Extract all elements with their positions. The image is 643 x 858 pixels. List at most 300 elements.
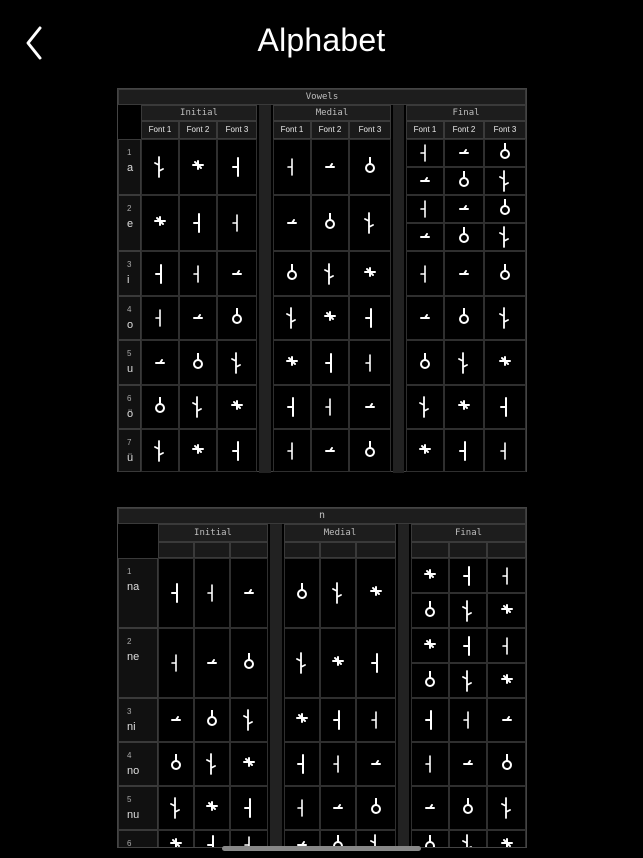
glyph-cell: [484, 429, 526, 472]
script-glyph-icon: [331, 752, 345, 776]
glyph-cell: [141, 251, 179, 296]
glyph-cell: [406, 296, 444, 340]
glyph-cell: [194, 742, 230, 786]
glyph-cell: [487, 593, 526, 628]
row-letter: i: [127, 274, 130, 286]
script-glyph-icon: [191, 395, 205, 419]
script-glyph-icon: [418, 306, 432, 330]
script-glyph-icon: [461, 599, 475, 623]
glyph-cell: [179, 296, 217, 340]
glyph-cell: [284, 742, 320, 786]
script-glyph-icon: [205, 581, 219, 605]
script-glyph-icon: [230, 155, 244, 179]
glyph-cell: [320, 786, 356, 830]
glyph-cell: [444, 296, 484, 340]
glyph-cell: [356, 742, 396, 786]
glyph-cell: [230, 786, 268, 830]
glyph-cell: [273, 139, 311, 195]
glyph-cell: [444, 195, 484, 223]
script-glyph-icon: [418, 262, 432, 286]
glyph-cell: [320, 558, 356, 628]
glyph-cell: [349, 195, 391, 251]
font-label: Font 1: [406, 121, 444, 139]
script-glyph-icon: [230, 211, 244, 235]
glyph-cell: [449, 663, 487, 698]
row-number: 2: [127, 204, 132, 213]
script-glyph-icon: [153, 262, 167, 286]
glyph-cell: [449, 786, 487, 830]
script-glyph-icon: [295, 651, 309, 675]
glyph-cell: [349, 251, 391, 296]
script-glyph-icon: [191, 351, 205, 375]
glyph-cell: [273, 296, 311, 340]
glyph-cell: [320, 742, 356, 786]
script-glyph-icon: [285, 155, 299, 179]
glyph-cell: [141, 385, 179, 429]
glyph-cell: [141, 429, 179, 472]
font-label: Font 1: [273, 121, 311, 139]
glyph-cell: [484, 251, 526, 296]
glyph-cell: [284, 786, 320, 830]
glyph-cell: [406, 385, 444, 429]
glyph-cell: [406, 340, 444, 385]
script-glyph-icon: [418, 169, 432, 193]
glyph-cell: [284, 628, 320, 698]
script-glyph-icon: [191, 155, 205, 179]
script-glyph-icon: [498, 351, 512, 375]
glyph-cell: [217, 296, 257, 340]
glyph-cell: [449, 830, 487, 848]
vowels-table-title: Vowels: [118, 89, 526, 105]
row-label: [118, 742, 158, 786]
script-glyph-icon: [153, 306, 167, 330]
script-glyph-icon: [242, 581, 256, 605]
script-glyph-icon: [205, 651, 219, 675]
script-glyph-icon: [285, 211, 299, 235]
script-glyph-icon: [457, 395, 471, 419]
glyph-cell: [141, 296, 179, 340]
script-glyph-icon: [363, 351, 377, 375]
glyph-cell: [411, 698, 449, 742]
glyph-cell: [311, 385, 349, 429]
glyph-cell: [311, 195, 349, 251]
nav-bar: [0, 0, 643, 90]
glyph-cell: [349, 385, 391, 429]
script-glyph-icon: [169, 752, 183, 776]
glyph-cell: [356, 558, 396, 628]
row-number: 7: [127, 438, 132, 447]
glyph-cell: [444, 167, 484, 195]
row-label: [118, 429, 141, 472]
row-letter: ni: [127, 721, 136, 733]
glyph-cell: [444, 429, 484, 472]
glyph-cell: [158, 830, 194, 848]
home-indicator: [222, 846, 421, 851]
glyph-cell: [411, 558, 449, 593]
n-table-title: n: [118, 508, 526, 524]
glyph-cell: [217, 251, 257, 296]
row-number: 3: [127, 260, 132, 269]
script-glyph-icon: [498, 306, 512, 330]
glyph-cell: [444, 223, 484, 251]
row-number: 5: [127, 795, 132, 804]
glyph-cell: [179, 429, 217, 472]
script-glyph-icon: [461, 634, 475, 658]
glyph-cell: [284, 698, 320, 742]
script-glyph-icon: [500, 708, 514, 732]
glyph-cell: [484, 139, 526, 167]
glyph-cell: [487, 558, 526, 593]
script-glyph-icon: [323, 351, 337, 375]
script-glyph-icon: [363, 155, 377, 179]
glyph-cell: [487, 628, 526, 663]
script-glyph-icon: [418, 197, 432, 221]
script-glyph-icon: [331, 581, 345, 605]
glyph-cell: [411, 628, 449, 663]
row-letter: e: [127, 218, 134, 230]
page-title: Alphabet: [257, 22, 386, 58]
glyph-cell: [356, 628, 396, 698]
script-glyph-icon: [153, 439, 167, 463]
script-glyph-icon: [423, 634, 437, 658]
glyph-cell: [179, 195, 217, 251]
glyph-cell: [273, 251, 311, 296]
script-glyph-icon: [369, 796, 383, 820]
glyph-cell: [444, 139, 484, 167]
script-glyph-icon: [500, 752, 514, 776]
glyph-cell: [230, 558, 268, 628]
glyph-cell: [217, 139, 257, 195]
script-glyph-icon: [242, 752, 256, 776]
script-glyph-icon: [500, 634, 514, 658]
group-initial-header: Initial: [158, 524, 268, 542]
script-glyph-icon: [230, 306, 244, 330]
group-initial-header: Initial: [141, 105, 257, 121]
glyph-cell: [484, 385, 526, 429]
row-number: 2: [127, 637, 132, 646]
glyph-cell: [194, 786, 230, 830]
glyph-cell: [311, 429, 349, 472]
row-letter: u: [127, 363, 134, 375]
script-glyph-icon: [323, 155, 337, 179]
row-label: [118, 296, 141, 340]
glyph-cell: [217, 340, 257, 385]
glyph-cell: [444, 340, 484, 385]
script-glyph-icon: [169, 581, 183, 605]
font-label: Font 2: [179, 121, 217, 139]
group-medial-header: Medial: [273, 105, 391, 121]
row-number: 4: [127, 305, 132, 314]
glyph-cell: [449, 628, 487, 663]
script-glyph-icon: [500, 669, 514, 693]
script-glyph-icon: [169, 796, 183, 820]
script-glyph-icon: [153, 395, 167, 419]
glyph-cell: [356, 698, 396, 742]
row-label: [118, 385, 141, 429]
script-glyph-icon: [230, 262, 244, 286]
script-glyph-icon: [242, 796, 256, 820]
row-label: [118, 195, 141, 251]
script-glyph-icon: [295, 796, 309, 820]
script-glyph-icon: [423, 669, 437, 693]
glyph-cell: [284, 558, 320, 628]
script-glyph-icon: [461, 669, 475, 693]
script-glyph-icon: [153, 351, 167, 375]
row-letter: a: [127, 162, 134, 174]
script-glyph-icon: [461, 833, 475, 848]
glyph-cell: [158, 698, 194, 742]
glyph-cell: [179, 251, 217, 296]
glyph-cell: [158, 558, 194, 628]
glyph-cell: [217, 429, 257, 472]
row-label: [118, 251, 141, 296]
glyph-cell: [449, 698, 487, 742]
glyph-cell: [449, 742, 487, 786]
glyph-cell: [484, 167, 526, 195]
script-glyph-icon: [285, 395, 299, 419]
font-label: Font 2: [311, 121, 349, 139]
script-glyph-icon: [169, 708, 183, 732]
row-number: 4: [127, 751, 132, 760]
script-glyph-icon: [423, 752, 437, 776]
glyph-cell: [406, 195, 444, 223]
script-glyph-icon: [242, 651, 256, 675]
script-glyph-icon: [418, 439, 432, 463]
script-glyph-icon: [418, 141, 432, 165]
script-glyph-icon: [461, 708, 475, 732]
script-glyph-icon: [500, 564, 514, 588]
vowels-table: [117, 88, 527, 472]
script-glyph-icon: [191, 306, 205, 330]
glyph-cell: [179, 385, 217, 429]
glyph-cell: [311, 340, 349, 385]
script-glyph-icon: [423, 708, 437, 732]
glyph-cell: [194, 628, 230, 698]
script-glyph-icon: [191, 262, 205, 286]
script-glyph-icon: [323, 395, 337, 419]
script-glyph-icon: [457, 306, 471, 330]
script-glyph-icon: [285, 351, 299, 375]
script-glyph-icon: [498, 395, 512, 419]
glyph-cell: [141, 195, 179, 251]
glyph-cell: [311, 251, 349, 296]
script-glyph-icon: [295, 708, 309, 732]
script-glyph-icon: [285, 439, 299, 463]
group-final-header: Final: [406, 105, 526, 121]
glyph-cell: [356, 786, 396, 830]
glyph-cell: [487, 698, 526, 742]
group-final-header: Final: [411, 524, 526, 542]
row-label: [118, 628, 158, 698]
row-letter: ne: [127, 651, 140, 663]
script-glyph-icon: [285, 306, 299, 330]
glyph-cell: [158, 628, 194, 698]
glyph-cell: [449, 593, 487, 628]
glyph-cell: [349, 429, 391, 472]
glyph-cell: [194, 558, 230, 628]
script-glyph-icon: [418, 351, 432, 375]
script-glyph-icon: [331, 651, 345, 675]
script-glyph-icon: [242, 708, 256, 732]
script-glyph-icon: [457, 169, 471, 193]
script-glyph-icon: [169, 833, 183, 848]
glyph-cell: [449, 558, 487, 593]
glyph-cell: [158, 742, 194, 786]
script-glyph-icon: [323, 211, 337, 235]
glyph-cell: [311, 296, 349, 340]
glyph-cell: [406, 167, 444, 195]
script-glyph-icon: [498, 225, 512, 249]
glyph-cell: [273, 385, 311, 429]
glyph-cell: [230, 628, 268, 698]
script-glyph-icon: [363, 211, 377, 235]
script-glyph-icon: [323, 306, 337, 330]
glyph-cell: [273, 340, 311, 385]
glyph-cell: [320, 628, 356, 698]
row-number: 1: [127, 567, 132, 576]
glyph-cell: [411, 742, 449, 786]
script-glyph-icon: [461, 752, 475, 776]
script-glyph-icon: [457, 141, 471, 165]
n-table: [117, 507, 527, 848]
script-glyph-icon: [331, 708, 345, 732]
glyph-cell: [349, 340, 391, 385]
glyph-cell: [230, 698, 268, 742]
row-number: 1: [127, 148, 132, 157]
script-glyph-icon: [363, 306, 377, 330]
row-letter: nu: [127, 809, 140, 821]
glyph-cell: [487, 830, 526, 848]
glyph-cell: [406, 139, 444, 167]
row-letter: ö: [127, 408, 134, 420]
script-glyph-icon: [363, 439, 377, 463]
script-glyph-icon: [423, 833, 437, 848]
script-glyph-icon: [363, 262, 377, 286]
glyph-cell: [484, 223, 526, 251]
glyph-cell: [179, 340, 217, 385]
script-glyph-icon: [369, 581, 383, 605]
script-glyph-icon: [500, 599, 514, 623]
script-glyph-icon: [205, 708, 219, 732]
script-glyph-icon: [457, 262, 471, 286]
script-glyph-icon: [323, 439, 337, 463]
glyph-cell: [444, 385, 484, 429]
row-letter: o: [127, 319, 134, 331]
row-label: [118, 340, 141, 385]
row-label: [118, 558, 158, 628]
script-glyph-icon: [423, 796, 437, 820]
font-label: Font 3: [217, 121, 257, 139]
row-letter: no: [127, 765, 140, 777]
glyph-cell: [487, 663, 526, 698]
glyph-cell: [411, 786, 449, 830]
row-label: [118, 139, 141, 195]
script-glyph-icon: [230, 439, 244, 463]
script-glyph-icon: [498, 169, 512, 193]
row-label: [118, 830, 158, 848]
script-glyph-icon: [498, 262, 512, 286]
script-glyph-icon: [191, 439, 205, 463]
glyph-cell: [444, 251, 484, 296]
row-letter: ü: [127, 452, 134, 464]
glyph-cell: [194, 698, 230, 742]
script-glyph-icon: [230, 351, 244, 375]
glyph-cell: [230, 742, 268, 786]
glyph-cell: [406, 429, 444, 472]
glyph-cell: [406, 223, 444, 251]
glyph-cell: [141, 340, 179, 385]
script-glyph-icon: [457, 439, 471, 463]
row-letter: na: [127, 581, 140, 593]
script-glyph-icon: [153, 211, 167, 235]
script-glyph-icon: [369, 752, 383, 776]
script-glyph-icon: [461, 564, 475, 588]
script-glyph-icon: [369, 708, 383, 732]
script-glyph-icon: [500, 833, 514, 848]
font-label: Font 2: [444, 121, 484, 139]
glyph-cell: [320, 698, 356, 742]
script-glyph-icon: [191, 211, 205, 235]
glyph-cell: [484, 195, 526, 223]
glyph-cell: [217, 195, 257, 251]
glyph-cell: [179, 139, 217, 195]
glyph-cell: [487, 786, 526, 830]
glyph-cell: [406, 251, 444, 296]
row-number: 6: [127, 394, 132, 403]
glyph-cell: [411, 593, 449, 628]
script-glyph-icon: [423, 564, 437, 588]
script-glyph-icon: [423, 599, 437, 623]
script-glyph-icon: [498, 439, 512, 463]
glyph-cell: [487, 742, 526, 786]
script-glyph-icon: [230, 395, 244, 419]
row-number: 5: [127, 349, 132, 358]
script-glyph-icon: [169, 651, 183, 675]
script-glyph-icon: [205, 833, 219, 848]
script-glyph-icon: [498, 141, 512, 165]
font-label: Font 1: [141, 121, 179, 139]
glyph-cell: [141, 139, 179, 195]
script-glyph-icon: [457, 225, 471, 249]
script-glyph-icon: [295, 581, 309, 605]
row-number: 6: [127, 839, 132, 848]
glyph-cell: [484, 340, 526, 385]
glyph-cell: [411, 663, 449, 698]
script-glyph-icon: [295, 752, 309, 776]
script-glyph-icon: [498, 197, 512, 221]
script-glyph-icon: [418, 225, 432, 249]
group-medial-header: Medial: [284, 524, 396, 542]
font-label: Font 3: [484, 121, 526, 139]
script-glyph-icon: [323, 262, 337, 286]
glyph-cell: [273, 429, 311, 472]
script-glyph-icon: [369, 651, 383, 675]
script-glyph-icon: [457, 197, 471, 221]
script-glyph-icon: [457, 351, 471, 375]
script-glyph-icon: [153, 155, 167, 179]
font-label: Font 3: [349, 121, 391, 139]
script-glyph-icon: [363, 395, 377, 419]
script-glyph-icon: [500, 796, 514, 820]
glyph-cell: [273, 195, 311, 251]
glyph-cell: [484, 296, 526, 340]
glyph-cell: [217, 385, 257, 429]
script-glyph-icon: [461, 796, 475, 820]
row-number: 3: [127, 707, 132, 716]
glyph-cell: [311, 139, 349, 195]
row-label: [118, 698, 158, 742]
script-glyph-icon: [285, 262, 299, 286]
